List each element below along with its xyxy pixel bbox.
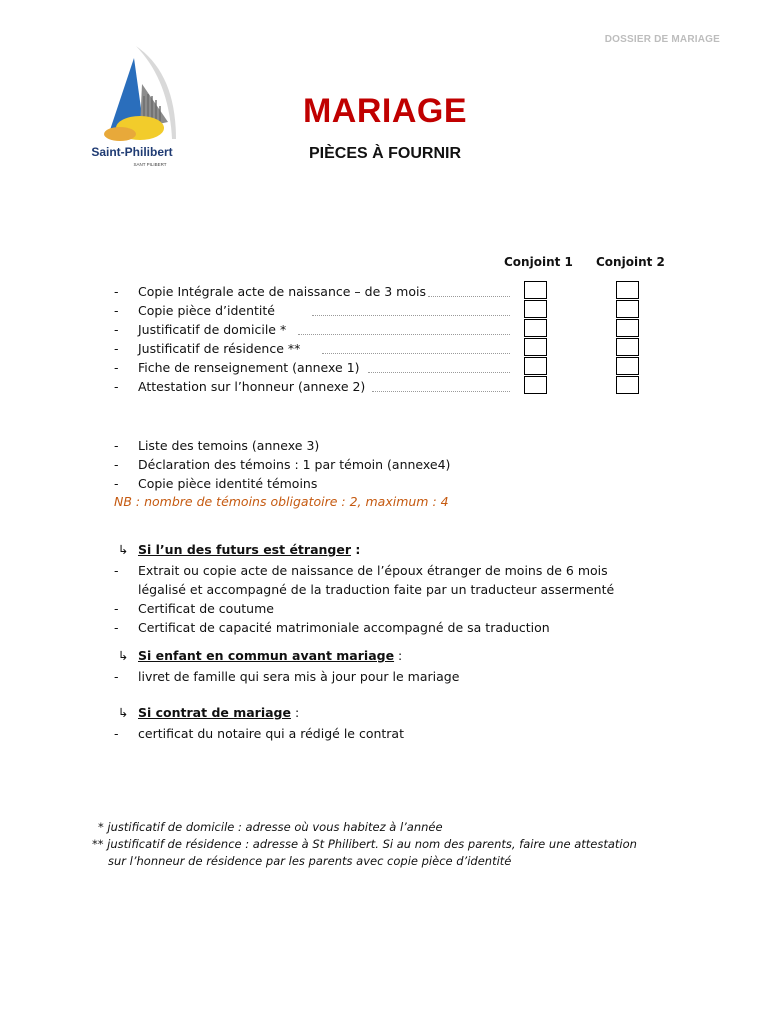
section-heading-foreigner: ↳ Si l’un des futurs est étranger : [118, 542, 361, 557]
document-header-label: DOSSIER DE MARIAGE [604, 34, 720, 45]
checklist-item: - Copie pièce d’identité [114, 303, 275, 318]
section-item: - livret de famille qui sera mis à jour pour le mariage [114, 669, 460, 684]
footnote-domicile: * justificatif de domicile : adresse où vous habitez à l’année [98, 820, 443, 834]
page-title: MARIAGE [302, 92, 468, 130]
section-item: - certificat du notaire qui a rédigé le contrat [114, 726, 404, 741]
dotted-leader [298, 334, 510, 335]
section-item-continuation: légalisé et accompagné de la traduction faite par un traducteur assermenté [138, 582, 615, 597]
footnote-residence-continuation: sur l’honneur de résidence par les parents avec copie pièce d’identité [108, 854, 512, 868]
dotted-leader [312, 315, 510, 316]
witness-item: - Déclaration des témoins : 1 par témoin (annexe4) [114, 457, 451, 472]
section-item: - Certificat de capacité matrimoniale accompagné de sa traduction [114, 620, 550, 635]
logo-name: Saint-Philibert [91, 145, 173, 159]
checklist-item: - Fiche de renseignement (annexe 1) [114, 360, 360, 375]
dotted-leader [368, 372, 510, 373]
section-item: - Certificat de coutume [114, 601, 274, 616]
checklist-item: - Attestation sur l’honneur (annexe 2) [114, 379, 366, 394]
dotted-leader [322, 353, 510, 354]
section-item: - Extrait ou copie acte de naissance de l’époux étranger de moins de 6 mois [114, 563, 608, 578]
checkbox-conjoint-2[interactable] [616, 338, 639, 356]
checklist-item: - Justificatif de domicile * [114, 322, 287, 337]
hook-arrow-icon: ↳ [118, 542, 129, 557]
page-subtitle: PIÈCES À FOURNIR [308, 145, 461, 162]
checkbox-conjoint-2[interactable] [616, 319, 639, 337]
checklist-item: - Justificatif de résidence ** [114, 341, 301, 356]
witness-item: - Liste des temoins (annexe 3) [114, 438, 320, 453]
checkbox-conjoint-2[interactable] [616, 281, 639, 299]
checkbox-conjoint-1[interactable] [524, 357, 547, 375]
checkbox-conjoint-2[interactable] [616, 357, 639, 375]
logo-subtitle: SANT PILIBERT [133, 162, 167, 167]
column-header-conjoint-1: Conjoint 1 [504, 255, 573, 269]
hook-arrow-icon: ↳ [118, 648, 129, 663]
section-heading-child: ↳ Si enfant en commun avant mariage : [118, 648, 403, 663]
checkbox-conjoint-2[interactable] [616, 300, 639, 318]
checkbox-conjoint-1[interactable] [524, 376, 547, 394]
dotted-leader [372, 391, 510, 392]
checkbox-conjoint-1[interactable] [524, 319, 547, 337]
checkbox-conjoint-2[interactable] [616, 376, 639, 394]
checkbox-conjoint-1[interactable] [524, 338, 547, 356]
checkbox-conjoint-1[interactable] [524, 281, 547, 299]
checklist-item: - Copie Intégrale acte de naissance – de 3 mois [114, 284, 426, 299]
column-header-conjoint-2: Conjoint 2 [596, 255, 665, 269]
hook-arrow-icon: ↳ [118, 705, 129, 720]
witness-note: NB : nombre de témoins obligatoire : 2, maximum : 4 [114, 494, 449, 509]
witness-item: - Copie pièce identité témoins [114, 476, 318, 491]
section-heading-contract: ↳ Si contrat de mariage : [118, 705, 300, 720]
dotted-leader [428, 296, 510, 297]
footnote-residence: ** justificatif de résidence : adresse à St Philibert. Si au nom des parents, faire une attestation [92, 837, 637, 851]
checkbox-conjoint-1[interactable] [524, 300, 547, 318]
